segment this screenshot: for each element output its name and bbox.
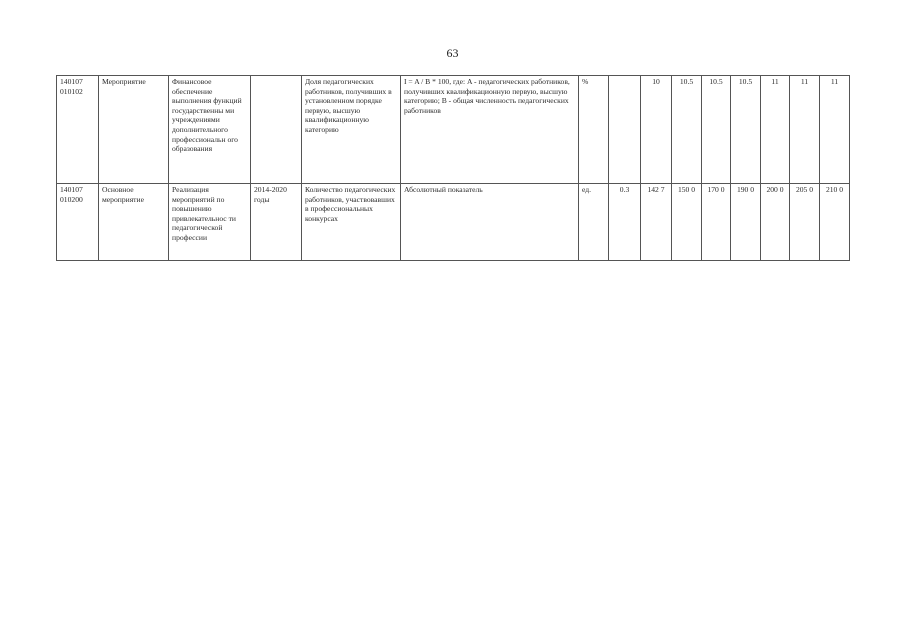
indicator-cell: Количество педагогических работников, участвовавших в профессиональных конкурсах (302, 184, 401, 261)
value-cell: 190 0 (731, 184, 761, 261)
name-cell: Финансовое обеспечение выполнения функций государственны ми учреждениями дополнительного профессиональн ого образования (169, 76, 251, 184)
unit-cell: ед. (579, 184, 609, 261)
value-cell: 10.5 (672, 76, 702, 184)
value-cell: 11 (820, 76, 850, 184)
value-cell: 142 7 (641, 184, 672, 261)
formula-cell: I = A / B * 100, где: A - педагогических работников, получивших квалификационную первую, высшую категорию; B - общая численность педагогических работников (401, 76, 579, 184)
name-cell: Реализация мероприятий по повышению привлекательнос ти педагогической профессии (169, 184, 251, 261)
page-number: 63 (446, 46, 459, 60)
value-cell: 210 0 (820, 184, 850, 261)
value-cell: 10.5 (702, 76, 731, 184)
value-cell: 200 0 (761, 184, 790, 261)
period-cell: 2014-2020 годы (251, 184, 302, 261)
unit-cell: % (579, 76, 609, 184)
indicators-table (56, 75, 850, 261)
indicator-cell: Доля педагогических работников, получивших в установленном порядке первую, высшую квалификационную категорию (302, 76, 401, 184)
value-cell: 170 0 (702, 184, 731, 261)
table-row (57, 76, 850, 184)
base-value-cell: 0.3 (609, 184, 641, 261)
type-cell: Основное мероприятие (99, 184, 169, 261)
value-cell: 11 (790, 76, 820, 184)
type-cell: Мероприятие (99, 76, 169, 184)
period-cell (251, 76, 302, 184)
base-value-cell (609, 76, 641, 184)
code-cell: 140107 010200 (57, 184, 99, 261)
value-cell: 10.5 (731, 76, 761, 184)
value-cell: 150 0 (672, 184, 702, 261)
value-cell: 205 0 (790, 184, 820, 261)
table-row (57, 184, 850, 261)
code-cell: 140107 010102 (57, 76, 99, 184)
formula-cell: Абсолютный показатель (401, 184, 579, 261)
value-cell: 11 (761, 76, 790, 184)
value-cell: 10 (641, 76, 672, 184)
